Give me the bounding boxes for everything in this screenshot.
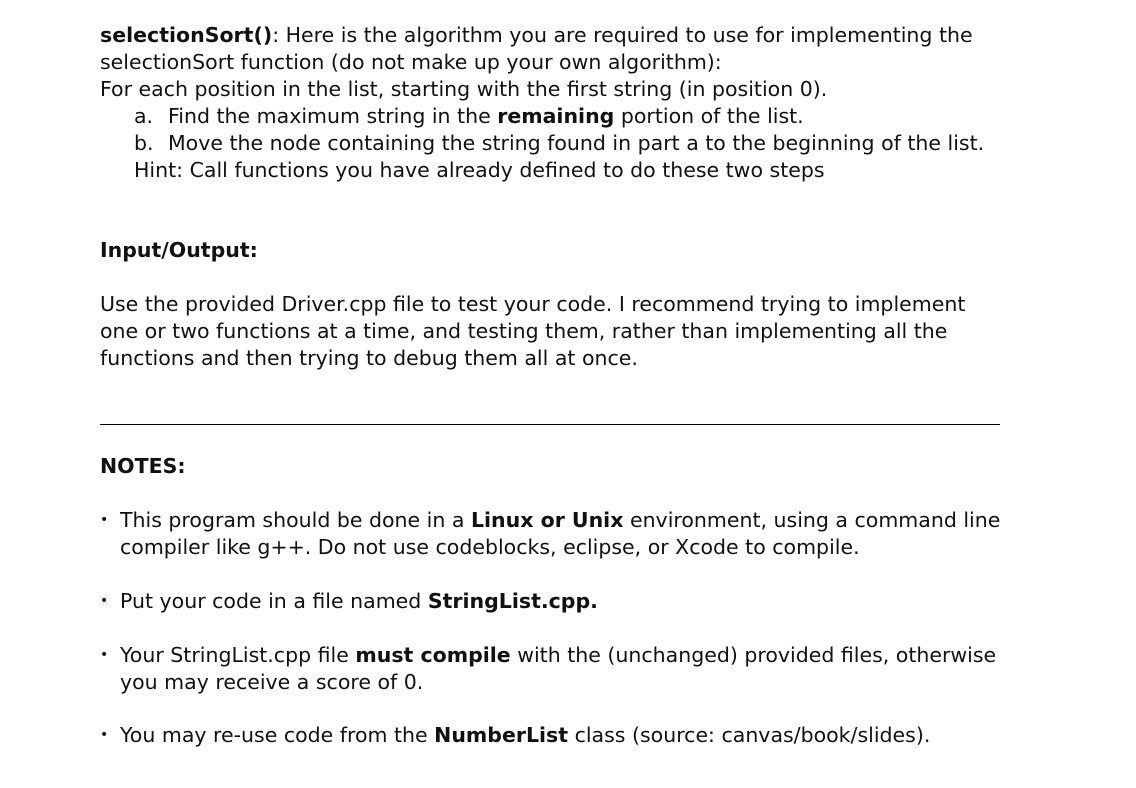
selection-sort-intro — [100, 22, 973, 49]
bullet-icon: • — [100, 727, 109, 743]
note-item-1 — [100, 507, 1000, 561]
note-2-pre: Put your code in a file named — [120, 589, 428, 613]
step-a-post: portion of the list. — [614, 104, 804, 128]
note-2-line1 — [120, 588, 598, 615]
note-item-4 — [100, 722, 930, 749]
selection-sort-line3: For each position in the list, starting with the first string (in position 0). — [100, 77, 828, 101]
note-3-post: with the (unchanged) provided files, otherwise — [510, 643, 997, 667]
step-a-bold: remaining — [497, 104, 615, 128]
note-4-line1 — [120, 722, 930, 749]
step-b-text: Move the node containing the string found in part a to the beginning of the list. — [168, 131, 985, 155]
note-1-bold: Linux or Unix — [470, 508, 624, 532]
io-line1: Use the provided Driver.cpp file to test your code. I recommend trying to implement — [100, 292, 966, 316]
bullet-icon: • — [100, 512, 109, 528]
io-heading: Input/Output: — [100, 238, 258, 262]
bullet-icon: • — [100, 593, 109, 609]
note-3-bold: must compile — [355, 643, 511, 667]
note-1-post: environment, using a command line — [623, 508, 1001, 532]
note-3-line1 — [120, 642, 996, 669]
note-4-bold: NumberList — [434, 723, 569, 747]
notes-heading: NOTES: — [100, 454, 186, 478]
step-a-pre: Find the maximum string in the — [168, 104, 498, 128]
step-a — [100, 103, 804, 130]
selection-sort-title: selectionSort() — [100, 23, 273, 47]
note-3-pre: Your StringList.cpp file — [120, 643, 356, 667]
selection-sort-intro-text: : Here is the algorithm you are required to use for implementing the — [272, 23, 973, 47]
step-a-text — [168, 103, 804, 130]
io-line3: functions and then trying to debug them all at once. — [100, 346, 638, 370]
note-item-3 — [100, 642, 996, 696]
note-item-2 — [100, 588, 598, 615]
step-a-marker: a. — [134, 104, 154, 128]
note-4-pre: You may re-use code from the — [120, 723, 435, 747]
horizontal-divider — [100, 424, 1000, 425]
step-b — [100, 130, 984, 157]
hint-text: Hint: Call functions you have already defined to do these two steps — [134, 158, 825, 182]
step-b-marker: b. — [134, 131, 154, 155]
note-1-line1 — [120, 507, 1000, 534]
note-2-bold: StringList.cpp. — [427, 589, 598, 613]
note-1-pre: This program should be done in a — [120, 508, 471, 532]
note-4-post: class (source: canvas/book/slides). — [568, 723, 931, 747]
selection-sort-line2: selectionSort function (do not make up your own algorithm): — [100, 50, 722, 74]
bullet-icon: • — [100, 647, 109, 663]
note-1-line2: compiler like g++. Do not use codeblocks, eclipse, or Xcode to compile. — [120, 535, 860, 559]
note-3-line2: you may receive a score of 0. — [120, 670, 424, 694]
io-line2: one or two functions at a time, and testing them, rather than implementing all the — [100, 319, 948, 343]
